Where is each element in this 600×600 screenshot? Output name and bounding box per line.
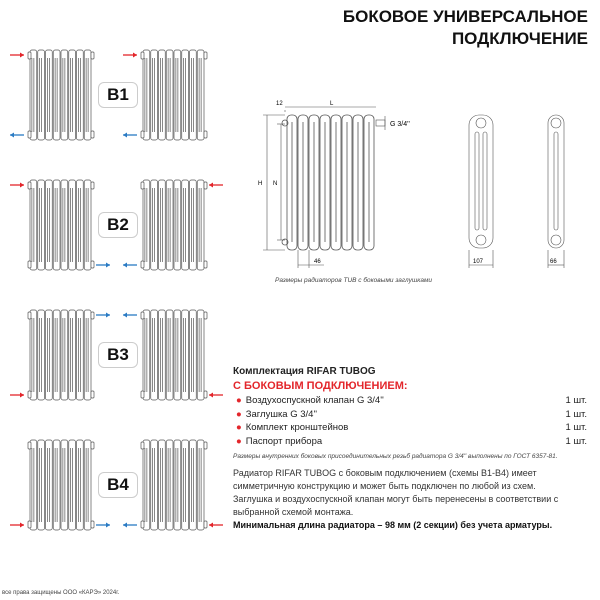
description-p3: Минимальная длина радиатора – 98 мм (2 секции) без учета арматуры. <box>233 520 553 530</box>
kit-item-name: Паспорт прибора <box>245 435 323 447</box>
bullet-icon: ● <box>236 408 242 420</box>
kit-item-name: Заглушка G 3/4'' <box>245 408 318 420</box>
drawing-caption: Размеры радиаторов TUB с боковыми заглушками <box>275 277 433 284</box>
scheme-label: B1 <box>98 82 138 108</box>
radiator-right <box>141 440 207 530</box>
supply-arrow-icon <box>209 393 223 398</box>
supply-arrow-icon <box>209 523 223 528</box>
return-arrow-icon <box>96 263 110 268</box>
radiator-left <box>28 50 94 140</box>
supply-arrow-icon <box>209 183 223 188</box>
bullet-icon: ● <box>236 422 242 434</box>
bullet-icon: ● <box>236 435 242 447</box>
scheme-label: B3 <box>98 342 138 368</box>
radiator-left <box>28 180 94 270</box>
kit-note: Размеры внутренних боковых присоединительных резьб радиатора G 3/4'' выполнены по ГОСТ 6357-81. <box>233 453 558 460</box>
title-line: ПОДКЛЮЧЕНИЕ <box>451 29 588 48</box>
kit-item-name: Комплект кронштейнов <box>245 422 349 434</box>
description <box>233 467 585 532</box>
return-arrow-icon <box>123 263 137 268</box>
supply-arrow-icon <box>10 53 24 58</box>
dim-H: H <box>258 181 263 187</box>
scheme-label: B2 <box>98 212 138 238</box>
kit-item-qty: 1 шт. <box>565 408 587 420</box>
description-p2: Заглушка и воздухоспускной клапан могут быть перенесены в соответствии с выбранной схемой монтажа. <box>233 494 559 517</box>
kit-item <box>233 394 587 408</box>
dim-N: N <box>273 181 278 187</box>
return-arrow-icon <box>10 133 24 138</box>
radiator-right <box>141 180 207 270</box>
kit-heading: Комплектация RIFAR TUBOG <box>233 366 376 377</box>
return-arrow-icon <box>96 313 110 318</box>
kit-item-qty: 1 шт. <box>565 422 587 434</box>
supply-arrow-icon <box>10 393 24 398</box>
kit-item-label <box>236 422 348 433</box>
title-line: БОКОВОЕ УНИВЕРСАЛЬНОЕ <box>342 7 588 26</box>
dim-107: 107 <box>473 259 484 265</box>
bullet-icon: ● <box>236 395 242 407</box>
supply-arrow-icon <box>123 53 137 58</box>
page-title <box>343 6 588 50</box>
kit-item <box>233 408 587 422</box>
copyright: все права защищены ООО «КАРЭ» 2024г. <box>2 590 120 596</box>
dim-12: 12 <box>276 101 283 107</box>
kit-subheading: С БОКОВЫМ ПОДКЛЮЧЕНИЕМ: <box>233 380 408 392</box>
kit-item <box>233 435 587 449</box>
kit-item-label <box>236 409 317 420</box>
return-arrow-icon <box>123 133 137 138</box>
return-arrow-icon <box>123 523 137 528</box>
kit-item-label <box>236 436 322 447</box>
scheme-label: B4 <box>98 472 138 498</box>
radiator-front-view <box>282 115 374 250</box>
kit-item-qty: 1 шт. <box>565 395 587 407</box>
radiator-right <box>141 310 207 400</box>
radiator-left <box>28 440 94 530</box>
dim-66: 66 <box>550 259 557 265</box>
kit-item <box>233 421 587 435</box>
kit-section <box>233 366 587 460</box>
kit-item-name: Воздухоспускной клапан G 3/4'' <box>245 395 384 407</box>
dimension-drawing <box>240 90 600 280</box>
kit-item-qty: 1 шт. <box>565 435 587 447</box>
description-p1: Радиатор RIFAR TUBOG с боковым подключением (схемы В1-В4) имеет симметричную конструкцию и может быть подключен по любой из схем. <box>233 468 537 491</box>
return-arrow-icon <box>96 523 110 528</box>
kit-item-label <box>236 395 384 406</box>
dim-L: L <box>330 101 334 107</box>
thread-size: G 3/4'' <box>390 121 410 128</box>
radiator-left <box>28 310 94 400</box>
dim-46: 46 <box>314 259 321 265</box>
supply-arrow-icon <box>10 523 24 528</box>
supply-arrow-icon <box>10 183 24 188</box>
return-arrow-icon <box>123 313 137 318</box>
radiator-right <box>141 50 207 140</box>
